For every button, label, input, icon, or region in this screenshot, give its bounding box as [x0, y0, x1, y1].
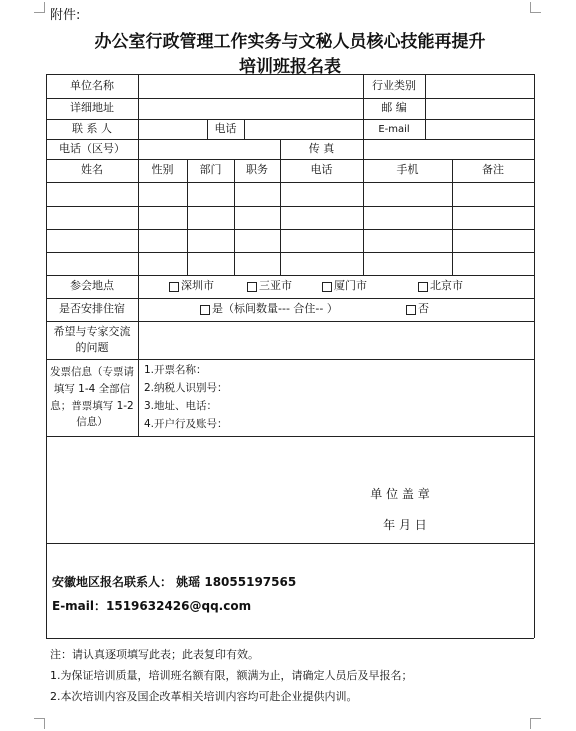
table-grid-line: [46, 436, 534, 437]
invoice-line-4[interactable]: 4.开户行及账号：: [144, 418, 228, 431]
industry-label: 行业类别: [372, 78, 416, 92]
checkbox-icon: [322, 282, 332, 292]
invoice-label: 发票信息（专票请填写 1-4 全部信息；普票填写 1-2 信息）: [50, 365, 134, 429]
lodging-option-no[interactable]: 否: [402, 298, 452, 321]
table-grid-line: [534, 74, 535, 638]
page-title: 办公室行政管理工作实务与文秘人员核心技能再提升: [94, 32, 486, 52]
expert-question-field[interactable]: [138, 321, 534, 359]
area-phone-label: 电话（区号）: [59, 141, 125, 155]
column-header-name: 姓名: [81, 163, 103, 177]
postcode-label: 邮 编: [381, 101, 407, 115]
table-row[interactable]: [46, 252, 534, 275]
invoice-line-1[interactable]: 1.开票名称：: [144, 364, 207, 377]
regional-contact: 安徽地区报名联系人： 姚瑶 18055197565: [52, 575, 297, 589]
column-header-remarks: 备注: [482, 163, 504, 177]
contact-email: E-mail：1519632426@qq.com: [52, 599, 252, 613]
industry-field[interactable]: [425, 74, 534, 98]
table-row[interactable]: [46, 182, 534, 206]
venue-option-shenzhen[interactable]: 深圳市: [165, 275, 245, 298]
note-line: 2.本次培训内容及国企改革相关培训内容均可赴企业提供内训。: [50, 690, 358, 703]
email-label: E-mail: [378, 123, 410, 135]
contact-field[interactable]: [138, 119, 207, 139]
seal-text: 单 位 盖 章: [370, 487, 430, 501]
corner-mark: [530, 2, 541, 13]
column-header-position: 职务: [246, 163, 268, 177]
column-header-mobile: 手机: [396, 163, 419, 177]
fax-field[interactable]: [363, 139, 534, 159]
column-header-gender: 性别: [151, 163, 174, 177]
email-field[interactable]: [425, 119, 534, 139]
column-header-department: 部门: [199, 163, 222, 177]
venue-label: 参会地点: [70, 279, 114, 293]
corner-mark: [34, 2, 45, 13]
corner-mark: [34, 718, 45, 729]
checkbox-icon: [247, 282, 257, 292]
phone-label: 电话: [214, 121, 237, 135]
lodging-option-yes[interactable]: 是（标间数量--- 合住-- ）: [196, 298, 396, 321]
phone-field[interactable]: [244, 119, 363, 139]
table-grid-line: [46, 638, 534, 639]
venue-option-xiamen[interactable]: 厦门市: [318, 275, 408, 298]
venue-option-sanya[interactable]: 三亚市: [243, 275, 318, 298]
corner-mark: [530, 718, 541, 729]
invoice-line-2[interactable]: 2.纳税人识别号：: [144, 382, 228, 395]
column-header-phone: 电话: [310, 163, 333, 177]
note-line: 注：请认真逐项填写此表；此表复印有效。: [50, 648, 259, 661]
checkbox-icon: [406, 305, 416, 315]
note-line: 1.为保证培训质量，培训班名额有限，额满为止，请确定人员后及早报名；: [50, 669, 413, 682]
address-field[interactable]: [138, 98, 363, 119]
attachment-label: 附件:: [50, 8, 81, 23]
venue-option-beijing[interactable]: 北京市: [414, 275, 504, 298]
postcode-field[interactable]: [425, 98, 534, 119]
table-row[interactable]: [46, 229, 534, 252]
date-text: 年 月 日: [383, 518, 427, 532]
contact-label: 联 系 人: [72, 121, 112, 135]
table-row[interactable]: [46, 206, 534, 229]
checkbox-icon: [169, 282, 179, 292]
checkbox-icon: [200, 305, 210, 315]
unit-name-label: 单位名称: [70, 78, 114, 92]
fax-label: 传 真: [308, 141, 335, 155]
expert-question-label: 希望与专家交流的问题: [53, 324, 131, 354]
checkbox-icon: [418, 282, 428, 292]
table-grid-line: [46, 543, 534, 544]
area-phone-field[interactable]: [138, 139, 280, 159]
lodging-label: 是否安排住宿: [59, 302, 125, 316]
invoice-line-3[interactable]: 3.地址、电话：: [144, 400, 218, 413]
address-label: 详细地址: [70, 101, 114, 115]
unit-name-field[interactable]: [138, 74, 363, 98]
page-subtitle: 培训班报名表: [239, 57, 341, 77]
